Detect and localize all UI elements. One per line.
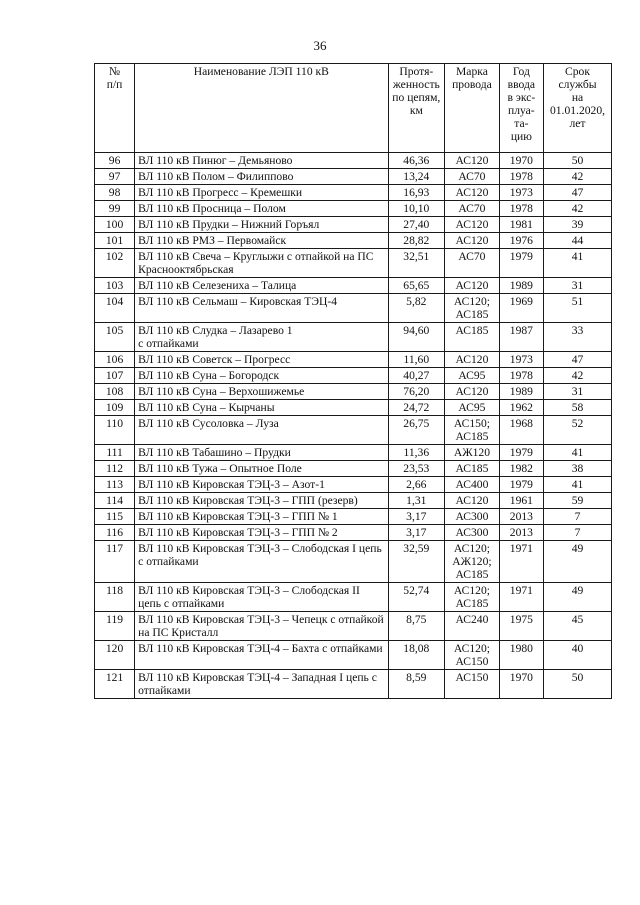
cell-line-name: ВЛ 110 кВ Кировская ТЭЦ-4 – Западная I цепь с отпайками — [135, 670, 388, 699]
cell-length: 40,27 — [388, 368, 445, 384]
cell-line-name: ВЛ 110 кВ Прогресс – Кремешки — [135, 185, 388, 201]
cell-number: 117 — [95, 541, 135, 583]
cell-length: 11,36 — [388, 445, 445, 461]
cell-commission-year: 1978 — [499, 169, 543, 185]
cell-commission-year: 1989 — [499, 384, 543, 400]
cell-service-life: 50 — [544, 670, 612, 699]
cell-wire-type: АС120 — [445, 278, 500, 294]
cell-line-name: ВЛ 110 кВ Суна – Верхошижемье — [135, 384, 388, 400]
cell-commission-year: 1979 — [499, 445, 543, 461]
cell-service-life: 42 — [544, 368, 612, 384]
cell-number: 105 — [95, 323, 135, 352]
table-row — [95, 641, 612, 670]
cell-number: 118 — [95, 583, 135, 612]
cell-service-life: 47 — [544, 352, 612, 368]
cell-service-life: 59 — [544, 493, 612, 509]
cell-number: 100 — [95, 217, 135, 233]
cell-service-life: 41 — [544, 249, 612, 278]
cell-commission-year: 1970 — [499, 153, 543, 169]
cell-line-name: ВЛ 110 кВ Полом – Филиппово — [135, 169, 388, 185]
cell-service-life: 7 — [544, 509, 612, 525]
cell-length: 28,82 — [388, 233, 445, 249]
cell-number: 102 — [95, 249, 135, 278]
cell-length: 18,08 — [388, 641, 445, 670]
cell-commission-year: 2013 — [499, 509, 543, 525]
cell-line-name: ВЛ 110 кВ Просница – Полом — [135, 201, 388, 217]
cell-number: 107 — [95, 368, 135, 384]
cell-wire-type: АС150 — [445, 670, 500, 699]
cell-line-name: ВЛ 110 кВ Кировская ТЭЦ-3 – Чепецк с отпайкой на ПС Кристалл — [135, 612, 388, 641]
cell-wire-type: АС120; АС185 — [445, 583, 500, 612]
cell-length: 16,93 — [388, 185, 445, 201]
cell-line-name: ВЛ 110 кВ Пинюг – Демьяново — [135, 153, 388, 169]
cell-commission-year: 1989 — [499, 278, 543, 294]
table-row — [95, 153, 612, 169]
cell-commission-year: 1970 — [499, 670, 543, 699]
cell-service-life: 47 — [544, 185, 612, 201]
cell-line-name: ВЛ 110 кВ Слудка – Лазарево 1 с отпайками — [135, 323, 388, 352]
table-row — [95, 541, 612, 583]
cell-wire-type: АС120 — [445, 185, 500, 201]
cell-service-life: 40 — [544, 641, 612, 670]
cell-wire-type: АС120 — [445, 217, 500, 233]
cell-service-life: 58 — [544, 400, 612, 416]
cell-wire-type: АС120; АС150 — [445, 641, 500, 670]
cell-commission-year: 1973 — [499, 352, 543, 368]
cell-wire-type: АС300 — [445, 509, 500, 525]
cell-commission-year: 1982 — [499, 461, 543, 477]
cell-wire-type: АС400 — [445, 477, 500, 493]
table-row — [95, 233, 612, 249]
table-row — [95, 169, 612, 185]
cell-commission-year: 1969 — [499, 294, 543, 323]
cell-number: 114 — [95, 493, 135, 509]
header-commission-year: Год ввода в экс- плуа- та- цию — [499, 64, 543, 153]
header-length: Протя- женность по цепям, км — [388, 64, 445, 153]
table-header-row — [95, 64, 612, 153]
table-row — [95, 323, 612, 352]
cell-line-name: ВЛ 110 кВ Кировская ТЭЦ-4 – Бахта с отпайками — [135, 641, 388, 670]
cell-length: 10,10 — [388, 201, 445, 217]
cell-service-life: 49 — [544, 583, 612, 612]
cell-length: 27,40 — [388, 217, 445, 233]
cell-commission-year: 1973 — [499, 185, 543, 201]
cell-line-name: ВЛ 110 кВ Прудки – Нижний Горъял — [135, 217, 388, 233]
cell-line-name: ВЛ 110 кВ Советск – Прогресс — [135, 352, 388, 368]
header-service-life: Срок службы на 01.01.2020, лет — [544, 64, 612, 153]
cell-line-name: ВЛ 110 кВ Табашино – Прудки — [135, 445, 388, 461]
cell-length: 94,60 — [388, 323, 445, 352]
cell-length: 8,75 — [388, 612, 445, 641]
cell-number: 96 — [95, 153, 135, 169]
cell-service-life: 39 — [544, 217, 612, 233]
cell-wire-type: АС240 — [445, 612, 500, 641]
cell-line-name: ВЛ 110 кВ Кировская ТЭЦ-3 – ГПП № 2 — [135, 525, 388, 541]
cell-length: 65,65 — [388, 278, 445, 294]
cell-service-life: 41 — [544, 445, 612, 461]
cell-length: 23,53 — [388, 461, 445, 477]
table-row — [95, 201, 612, 217]
cell-number: 120 — [95, 641, 135, 670]
cell-line-name: ВЛ 110 кВ Кировская ТЭЦ-3 – Азот-1 — [135, 477, 388, 493]
cell-wire-type: АЖ120 — [445, 445, 500, 461]
cell-length: 52,74 — [388, 583, 445, 612]
cell-commission-year: 1968 — [499, 416, 543, 445]
cell-service-life: 44 — [544, 233, 612, 249]
table-row — [95, 400, 612, 416]
cell-commission-year: 1962 — [499, 400, 543, 416]
cell-length: 2,66 — [388, 477, 445, 493]
cell-commission-year: 1961 — [499, 493, 543, 509]
cell-number: 103 — [95, 278, 135, 294]
cell-number: 119 — [95, 612, 135, 641]
cell-number: 108 — [95, 384, 135, 400]
cell-length: 32,51 — [388, 249, 445, 278]
cell-length: 5,82 — [388, 294, 445, 323]
cell-service-life: 52 — [544, 416, 612, 445]
cell-commission-year: 2013 — [499, 525, 543, 541]
cell-service-life: 33 — [544, 323, 612, 352]
table-row — [95, 583, 612, 612]
cell-number: 106 — [95, 352, 135, 368]
table-row — [95, 278, 612, 294]
cell-length: 26,75 — [388, 416, 445, 445]
cell-service-life: 31 — [544, 278, 612, 294]
cell-wire-type: АС185 — [445, 323, 500, 352]
cell-length: 46,36 — [388, 153, 445, 169]
cell-wire-type: АС120 — [445, 352, 500, 368]
cell-wire-type: АС300 — [445, 525, 500, 541]
cell-commission-year: 1978 — [499, 201, 543, 217]
cell-commission-year: 1971 — [499, 583, 543, 612]
cell-line-name: ВЛ 110 кВ Кировская ТЭЦ-3 – ГПП (резерв) — [135, 493, 388, 509]
cell-service-life: 42 — [544, 169, 612, 185]
table-row — [95, 493, 612, 509]
cell-wire-type: АС120; АС185 — [445, 294, 500, 323]
cell-number: 97 — [95, 169, 135, 185]
cell-wire-type: АС120 — [445, 493, 500, 509]
cell-length: 11,60 — [388, 352, 445, 368]
table-row — [95, 294, 612, 323]
cell-length: 3,17 — [388, 525, 445, 541]
cell-commission-year: 1976 — [499, 233, 543, 249]
cell-length: 32,59 — [388, 541, 445, 583]
cell-length: 13,24 — [388, 169, 445, 185]
cell-wire-type: АС70 — [445, 201, 500, 217]
table-row — [95, 352, 612, 368]
cell-service-life: 49 — [544, 541, 612, 583]
cell-line-name: ВЛ 110 кВ РМЗ – Первомайск — [135, 233, 388, 249]
header-line-name: Наименование ЛЭП 110 кВ — [135, 64, 388, 153]
cell-wire-type: АС120 — [445, 384, 500, 400]
cell-wire-type: АС150; АС185 — [445, 416, 500, 445]
cell-commission-year: 1987 — [499, 323, 543, 352]
cell-number: 101 — [95, 233, 135, 249]
table-body — [95, 153, 612, 699]
table-row — [95, 416, 612, 445]
cell-line-name: ВЛ 110 кВ Тужа – Опытное Поле — [135, 461, 388, 477]
cell-wire-type: АС95 — [445, 400, 500, 416]
cell-service-life: 31 — [544, 384, 612, 400]
table-row — [95, 217, 612, 233]
cell-commission-year: 1981 — [499, 217, 543, 233]
cell-commission-year: 1979 — [499, 249, 543, 278]
cell-length: 1,31 — [388, 493, 445, 509]
cell-commission-year: 1971 — [499, 541, 543, 583]
table-row — [95, 445, 612, 461]
table-row — [95, 368, 612, 384]
cell-line-name: ВЛ 110 кВ Кировская ТЭЦ-3 – Слободская I цепь с отпайками — [135, 541, 388, 583]
cell-wire-type: АС70 — [445, 169, 500, 185]
cell-length: 24,72 — [388, 400, 445, 416]
cell-commission-year: 1975 — [499, 612, 543, 641]
cell-line-name: ВЛ 110 кВ Суна – Богородск — [135, 368, 388, 384]
cell-number: 104 — [95, 294, 135, 323]
cell-number: 121 — [95, 670, 135, 699]
cell-line-name: ВЛ 110 кВ Сусоловка – Луза — [135, 416, 388, 445]
table-row — [95, 249, 612, 278]
cell-service-life: 50 — [544, 153, 612, 169]
page-number: 36 — [313, 38, 327, 53]
cell-line-name: ВЛ 110 кВ Кировская ТЭЦ-3 – ГПП № 1 — [135, 509, 388, 525]
cell-service-life: 41 — [544, 477, 612, 493]
table-row — [95, 461, 612, 477]
table-row — [95, 612, 612, 641]
table-row — [95, 509, 612, 525]
cell-commission-year: 1979 — [499, 477, 543, 493]
cell-line-name: ВЛ 110 кВ Свеча – Круглыжи с отпайкой на ПС Краснооктябрьская — [135, 249, 388, 278]
cell-line-name: ВЛ 110 кВ Селезениха – Талица — [135, 278, 388, 294]
cell-commission-year: 1978 — [499, 368, 543, 384]
cell-commission-year: 1980 — [499, 641, 543, 670]
cell-number: 115 — [95, 509, 135, 525]
table-row — [95, 525, 612, 541]
cell-service-life: 51 — [544, 294, 612, 323]
cell-wire-type: АС120; АЖ120; АС185 — [445, 541, 500, 583]
cell-number: 113 — [95, 477, 135, 493]
table-row — [95, 384, 612, 400]
table-row — [95, 670, 612, 699]
cell-number: 110 — [95, 416, 135, 445]
cell-length: 8,59 — [388, 670, 445, 699]
cell-service-life: 45 — [544, 612, 612, 641]
cell-wire-type: АС70 — [445, 249, 500, 278]
cell-line-name: ВЛ 110 кВ Кировская ТЭЦ-3 – Слободская II цепь с отпайками — [135, 583, 388, 612]
cell-wire-type: АС185 — [445, 461, 500, 477]
table-row — [95, 477, 612, 493]
cell-service-life: 7 — [544, 525, 612, 541]
cell-service-life: 38 — [544, 461, 612, 477]
cell-number: 116 — [95, 525, 135, 541]
cell-number: 99 — [95, 201, 135, 217]
cell-number: 98 — [95, 185, 135, 201]
header-wire-type: Марка провода — [445, 64, 500, 153]
cell-number: 111 — [95, 445, 135, 461]
header-number: № п/п — [95, 64, 135, 153]
cell-number: 112 — [95, 461, 135, 477]
cell-number: 109 — [95, 400, 135, 416]
cell-line-name: ВЛ 110 кВ Сельмаш – Кировская ТЭЦ-4 — [135, 294, 388, 323]
cell-wire-type: АС120 — [445, 233, 500, 249]
table-row — [95, 185, 612, 201]
cell-line-name: ВЛ 110 кВ Суна – Кырчаны — [135, 400, 388, 416]
cell-length: 76,20 — [388, 384, 445, 400]
cell-service-life: 42 — [544, 201, 612, 217]
cell-length: 3,17 — [388, 509, 445, 525]
cell-wire-type: АС120 — [445, 153, 500, 169]
power-lines-table — [94, 63, 612, 699]
cell-wire-type: АС95 — [445, 368, 500, 384]
